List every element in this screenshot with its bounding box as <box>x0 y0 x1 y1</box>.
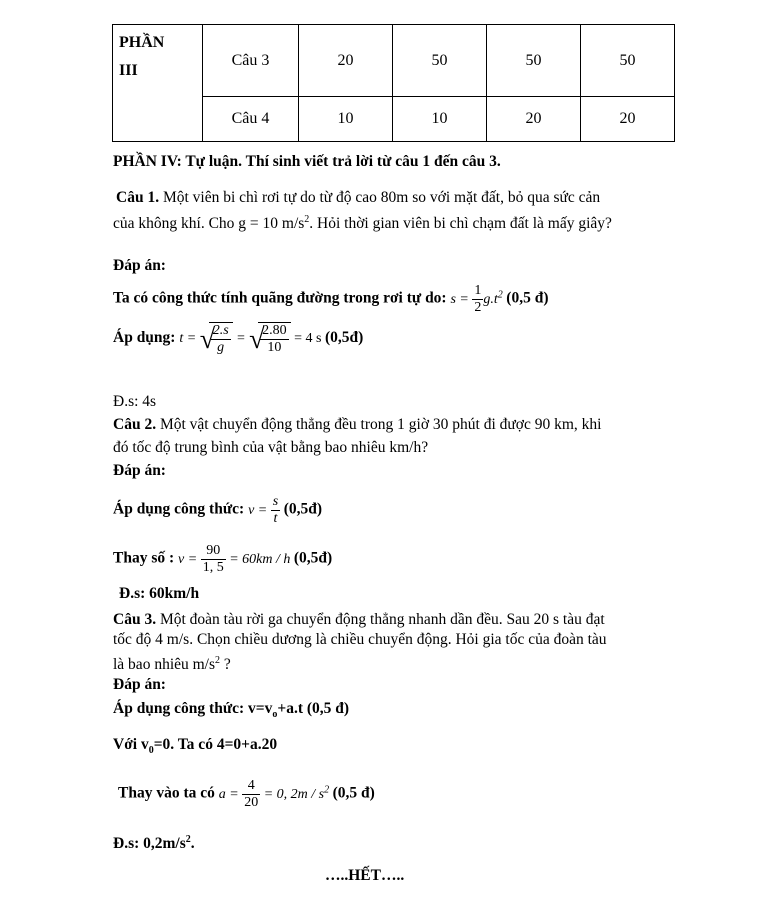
q3-result-end: . <box>190 835 195 853</box>
part4-heading: PHẦN IV: Tự luận. Thí sinh viết trả lời từ câu 1 đến câu 3. <box>113 153 501 170</box>
q3-text3: là bao nhiêu m/s <box>113 656 216 674</box>
q2-sub-label: Thay số : <box>113 549 175 567</box>
q3-result-text: Đ.s: 0,2m/s <box>113 835 186 853</box>
q1-line1 <box>116 188 600 208</box>
q3-apply-text: Áp dụng công thức: v=v <box>113 700 273 717</box>
section-cell <box>113 25 203 142</box>
q3-line3: là bao nhiêu $m/s^2$ ? <box>113 655 231 674</box>
q2-apply-formula: v = $\frac{s}{t}$ <box>248 494 279 526</box>
q3-line1 <box>113 610 605 630</box>
q2-line2: đó tốc độ trung bình của vật bằng bao nhiêu km/h? <box>113 439 429 456</box>
q2-apply-line <box>113 494 322 527</box>
score-table <box>112 24 675 142</box>
q3-text3b: ? <box>220 656 231 674</box>
score-cell: 50 <box>581 25 675 97</box>
q1-apply-formula: t = √ $\frac{2.s}{g}$ = √ $\frac{2.80}{10}$ = 4 s <box>179 323 322 355</box>
q1-formula-line <box>113 283 548 316</box>
question-cell: Câu 3 <box>203 25 299 97</box>
score-cell: 20 <box>487 97 581 142</box>
q2-answer-label: Đáp án: <box>113 462 166 479</box>
q3-line2: tốc độ 4 m/s. Chọn chiều dương là chiều chuyển động. Hỏi gia tốc của đoàn tàu <box>113 631 607 648</box>
score-cell: 20 <box>299 25 393 97</box>
q3-with-line: Với $v_0=0$. Ta có 4=0+a.20 <box>113 736 278 757</box>
q1-text2b: . Hỏi thời gian viên bi chì chạm đất là mấy giây? <box>309 215 612 233</box>
q1-apply-label: Áp dụng: <box>113 329 176 347</box>
q3-answer-label: Đáp án: <box>113 676 166 693</box>
q3-label: Câu 3. <box>113 611 157 628</box>
q2-line1 <box>113 415 601 435</box>
q2-sub-formula: v = $\frac{90}{1, 5}$ = 60km / h <box>178 543 294 575</box>
q3-sub-pts: (0,5 đ) <box>332 784 375 802</box>
q3-text1: Một đoàn tàu rời ga chuyển động thẳng nhanh dần đều. Sau 20 s tàu đạt <box>156 611 605 628</box>
score-cell: 20 <box>581 97 675 142</box>
q3-with-text2: =0. Ta có 4=0+a.20 <box>153 736 278 753</box>
q1-formula-text: Ta có công thức tính quãng đường trong rơi tự do: <box>113 289 447 307</box>
q2-apply-label: Áp dụng công thức: <box>113 500 245 518</box>
q2-sub-line <box>113 543 332 576</box>
q1-formula-pts: (0,5 đ) <box>506 289 549 307</box>
q1-apply-pts: (0,5đ) <box>324 329 364 347</box>
q1-label: Câu 1. <box>116 189 160 206</box>
q2-label: Câu 2. <box>113 416 157 433</box>
q1-apply-line <box>113 322 363 356</box>
q3-apply-text2: +a.t (0,5 đ) <box>277 700 350 717</box>
q2-text1: Một vật chuyển động thẳng đều trong 1 giờ 30 phút đi được 90 km, khi <box>156 416 602 433</box>
end-mark: …..HẾT….. <box>325 867 405 884</box>
q3-sub-formula: a = $\frac{4}{20}$ = 0, $2m / s^2$ <box>218 778 330 810</box>
q2-result: Đ.s: 60km/h <box>119 585 200 602</box>
q3-apply-line: Áp dụng công thức: $v=v_o+a.t$ (0,5 đ) <box>113 700 350 721</box>
q1-answer-label: Đáp án: <box>113 257 166 274</box>
score-cell: 10 <box>299 97 393 142</box>
q1-formula: s = $\frac{1}{2}$ $g.t^2$ <box>450 283 503 315</box>
q2-sub-pts: (0,5đ) <box>293 549 333 567</box>
section-line2: III <box>119 62 138 79</box>
score-cell: 50 <box>487 25 581 97</box>
q3-result: Đ.s: $0,2m/s^2$. <box>113 834 195 853</box>
q1-line2: của không khí. Cho g = 10 $m/s^2$. Hỏi thời gian viên bi chì chạm đất là mấy giây? <box>113 214 612 233</box>
section-line1: PHẦN <box>119 34 165 51</box>
q3-with-text: Với v <box>113 736 149 753</box>
q3-sub-line <box>118 778 375 811</box>
q1-result: Đ.s: 4s <box>113 393 157 410</box>
q1-text2a: của không khí. Cho g = 10 m/s <box>113 215 305 233</box>
score-cell: 10 <box>393 97 487 142</box>
question-cell: Câu 4 <box>203 97 299 142</box>
q2-apply-pts: (0,5đ) <box>283 500 323 518</box>
score-cell: 50 <box>393 25 487 97</box>
q3-sub-label: Thay vào ta có <box>118 784 215 802</box>
q1-text1: Một viên bi chì rơi tự do từ độ cao 80m so với mặt đất, bỏ qua sức cản <box>159 189 601 206</box>
